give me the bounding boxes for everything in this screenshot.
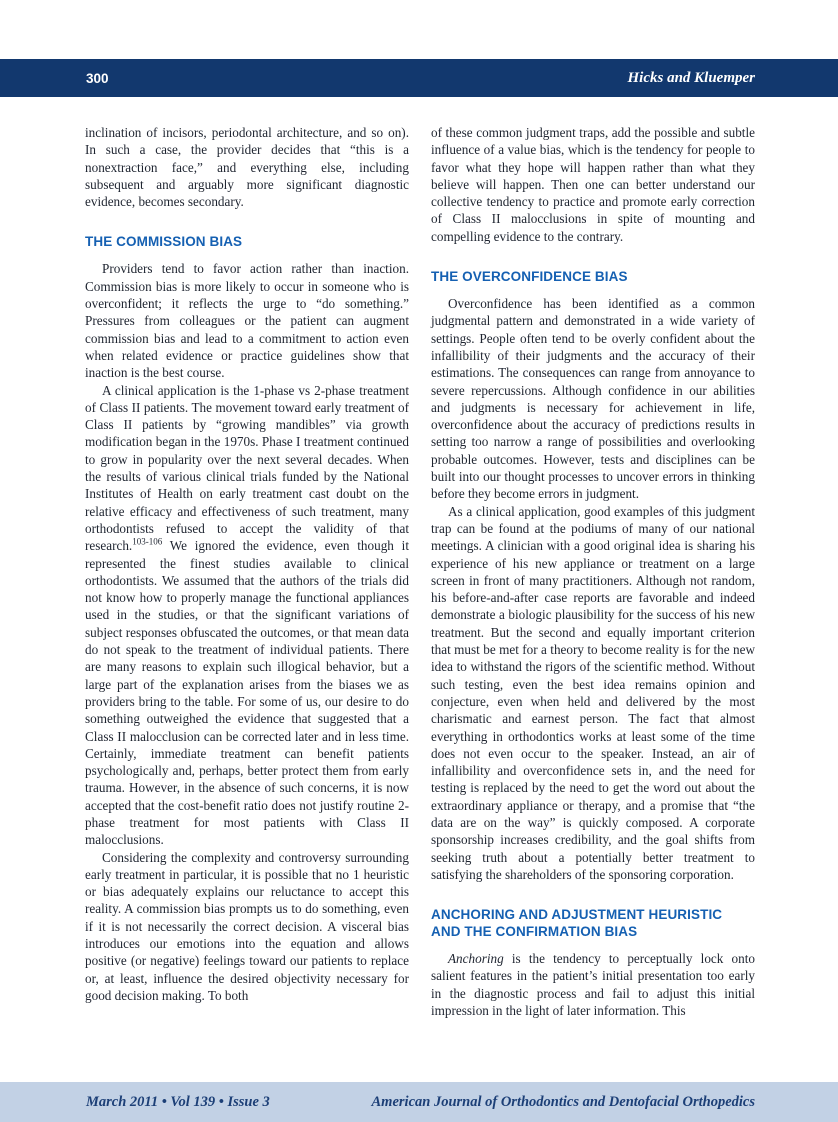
section-heading-anchoring-confirmation: ANCHORING AND ADJUSTMENT HEURISTIC AND THE CONFIRMATION BIAS	[431, 907, 723, 940]
footer-issue-info: March 2011 • Vol 139 • Issue 3	[86, 1093, 270, 1110]
italic-term-anchoring: Anchoring	[448, 951, 504, 967]
paragraph-commission-2	[85, 382, 409, 849]
paragraph-anchoring-1	[431, 950, 755, 1019]
paragraph-overconfidence-1: Overconfidence has been identified as a common judgmental pattern and demonstrated in a wide variety of settings. People often tend to be overly confident about the infallibility of their judgments and the accuracy of their estimations. The consequences can range from annoyance to severe repercussions. Although confidence in our abilities and judgments is necessary for achievement in life, overconfidence about the accuracy of predictions results in setting too narrow a range of possibilities and overlooking probable outcomes. However, tests and disciplines can be built into our thought processes to uncover errors in thinking before they become errors in judgment.	[431, 296, 755, 502]
running-head: Hicks and Kluemper	[627, 69, 755, 86]
footer-journal-name: American Journal of Orthodontics and Dentofacial Orthopedics	[371, 1093, 755, 1110]
paragraph-text: We ignored the evidence, even though it represented the finest studies available to clinical orthodontists. We assumed that the authors of the trials did not know how to properly manage the functional appliances used in the studies, or that the significant variations of subject responses obfuscated the outcomes, or that mean data do not speak to the treatment of individual patients. There are many reasons to explain such illogical behavior, but a large part of the explanation arises from the biases we as providers bring to the table. For some of us, our desire to do something outweighed the evidence that suggested that a Class II malocclusion can be corrected later and in less time. Certainly, immediate treatment can benefit patients psychologically and, perhaps, better protect them from early trauma. However, in the absence of such concerns, it is now accepted that the cost-benefit ratio does not justify routine 2-phase treatment for most patients with Class II malocclusions.	[85, 538, 409, 848]
paragraph-commission-1: Providers tend to favor action rather than inaction. Commission bias is more likely to occur in someone who is overconfident; it reflects the urge to “do something.” Pressures from colleagues or the patient can augment commission bias and lead to a commitment to action even when related evidence or practice guidelines show that inaction is the best course.	[85, 261, 409, 381]
page-footer-bar	[0, 1082, 838, 1122]
paragraph-overconfidence-2: As a clinical application, good examples of this judgment trap can be found at the podiums of many of our national meetings. A clinician with a good original idea is sharing his experience of his new appliance or treatment on a large screen in front of many practitioners. Although not random, his before-and-after case reports are favorable and indeed demonstrate a biologic plausibility for the success of his new treatment. But the second and equally important criterion that must be met for a theory to become reality is for the new idea to withstand the rigors of the scientific method. Without such testing, even the best idea remains opinion and conjecture, even when held and delivered by the most charismatic and earnest person. The fact that almost everything in orthodontics works at least some of the time does not even occur to the speaker. Instead, an air of infallibility and overconfidence sets in, and the need for testing is replaced by the need to get the word out about the extraordinary appliance or therapy, and a promise that “the data are on the way” is quickly composed. A corporate sponsorship increases credibility, and the goal shifts from seeking truth about a potentially better treatment to satisfying the shareholders of the sponsoring corporation.	[431, 503, 755, 882]
paragraph-value-bias-continuation: of these common judgment traps, add the possible and subtle influence of a value bias, which is the tendency for people to favor what they hope will happen rather than what they believe will happen. Then one can better understand our collective tendency to practice and promote early correction of Class II malocclusions in spite of mounting and compelling evidence to the contrary.	[431, 125, 755, 244]
right-column	[431, 124, 755, 1019]
paragraph-intro-continuation: inclination of incisors, periodontal architecture, and so on). In such a case, the provider decides that “this is a nonextraction face,” and everything else, including subsequent and arguably more significant diagnostic evidence, becomes secondary.	[85, 125, 409, 210]
two-column-body	[85, 124, 755, 1019]
page-header-bar	[0, 59, 838, 97]
section-heading-overconfidence-bias: THE OVERCONFIDENCE BIAS	[431, 269, 628, 285]
paragraph-commission-3: Considering the complexity and controversy surrounding early treatment in particular, it is possible that no 1 heuristic or bias adequately explains our reluctance to accept this reality. A commission bias prompts us to do something, even if it is not necessarily the correct decision. A visceral bias introduces our emotions into the equation and allows positive (or negative) feelings toward our patients to replace or, at least, influence the desired objectivity necessary for good decision making. To both	[85, 849, 409, 1003]
left-column	[85, 124, 409, 1019]
section-heading-commission-bias: THE COMMISSION BIAS	[85, 234, 243, 250]
page-number: 300	[86, 70, 109, 86]
paragraph-text: is the tendency to perceptually lock onto salient features in the patient’s initial presentation too early in the diagnostic process and fail to adjust this initial impression in the light of later information. This	[431, 951, 755, 1019]
reference-superscript: 103-106	[132, 536, 163, 547]
paragraph-text: A clinical application is the 1-phase vs 2-phase treatment of Class II patients. The movement toward early treatment of Class II patients by “growing mandibles” via growth modification began in the 1970s. Phase I treatment continued to grow in popularity over the next several decades. When the results of various clinical trials funded by the National Institutes of Health on early treatment cast doubt on the relative efficacy and effectiveness of such treatment, many orthodontists refused to accept the validity of that research.	[85, 382, 409, 554]
